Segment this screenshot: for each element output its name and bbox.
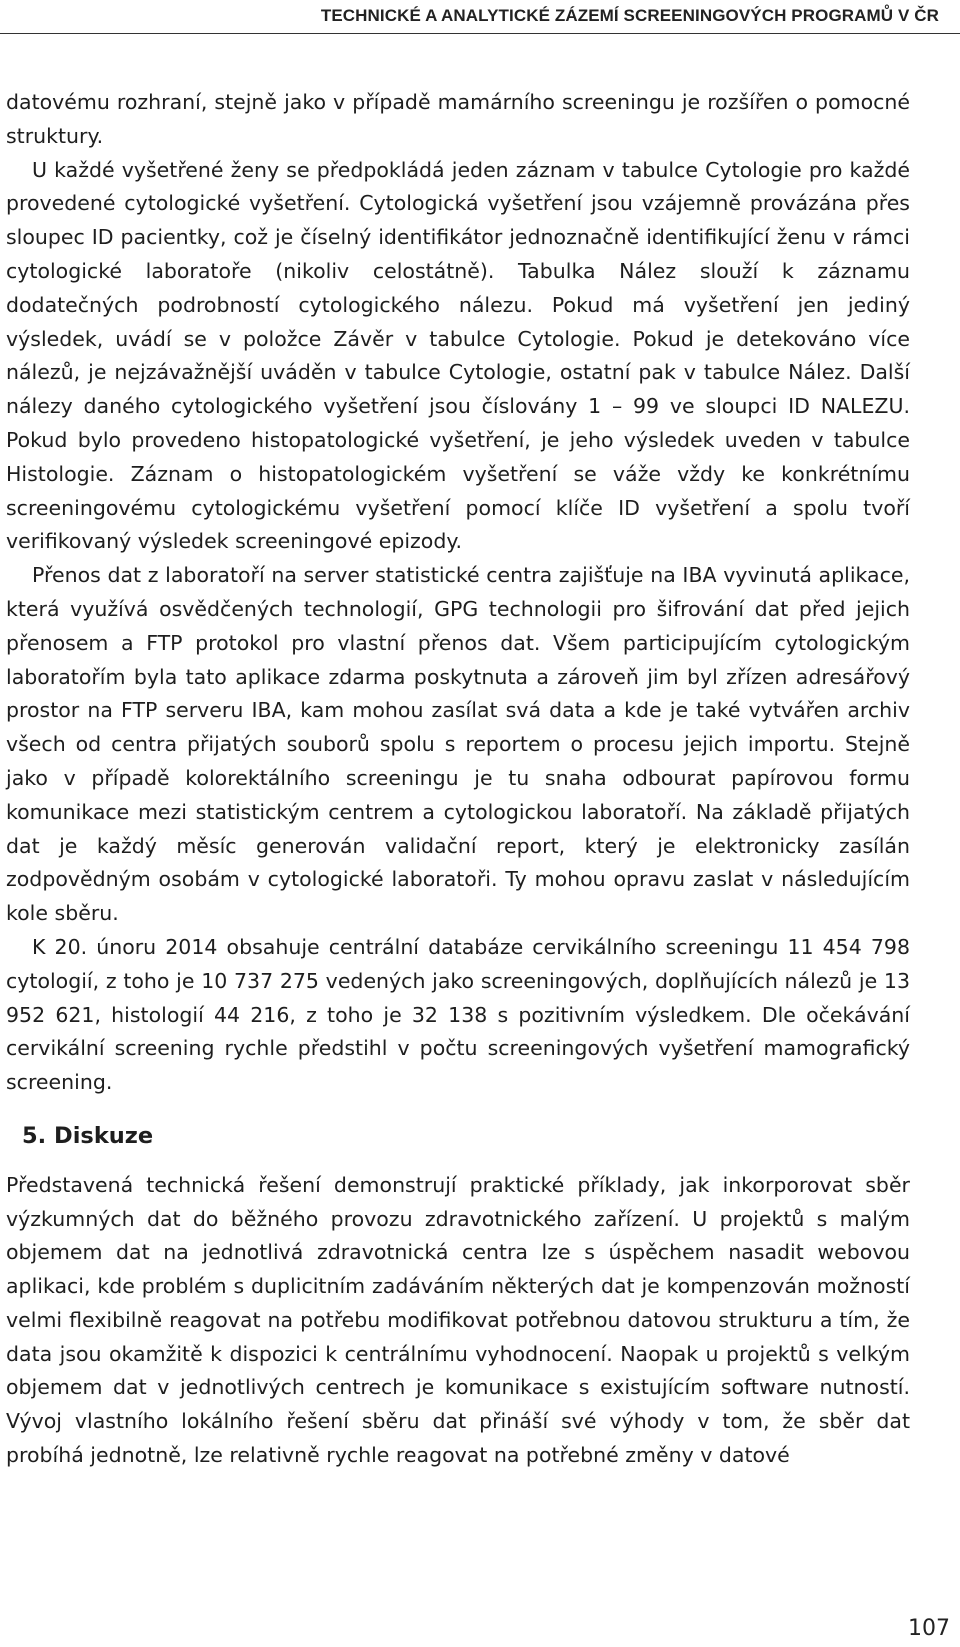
paragraph-continued: datovému rozhraní, stejně jako v případě mamárního screeningu je rozšířen o pomocné struktury. [6,90,910,148]
paragraph-diskuze: Představená technická řešení demonstrují praktické příklady, jak inkorporovat sběr výzkumných dat do běžného provozu zdravotnického zařízení. U projektů s malým objemem dat na jednotlivá zdravotnická centra lze s úspěchem nasadit webovou aplikaci, kde problém s duplicitním zadáváním některých dat je kompenzován možností velmi flexibilně reagovat na potřebu modifikovat potřebnou datovou strukturu a tím, že data jsou okamžitě k dispozici k centrálnímu vyhodnocení. Naopak u projektů s velkým objemem dat v jednotlivých centrech je komunikace s existujícím software nutností. Vývoj vlastního lokálního řešení sběru dat přináší své výhody v tom, že sběr dat probíhá jednotně, lze relativně rychle reagovat na potřebné změny v datové [6,1172,910,1468]
page-number: 107 [908,1616,950,1641]
section-heading-diskuze: 5. Diskuze [22,1122,154,1149]
page-body [6,86,910,1473]
paragraph-cytology-records: U každé vyšetřené ženy se předpokládá jeden záznam v tabulce Cytologie pro každé provedené cytologické vyšetření. Cytologická vyšetření jsou vzájemně provázána přes sloupec ID pacientky, což je číselný identifikátor jednoznačně identifikující ženu v rámci cytologické laboratoře (nikoliv celostátně). Tabulka Nález slouží k záznamu dodatečných podrobností cytologického nálezu. Pokud má vyšetření jen jediný výsledek, uvádí se v položce Závěr v tabulce Cytologie. Pokud je detekováno více nálezů, je nejzávažnější uváděn v tabulce Cytologie, ostatní pak v tabulce Nález. Další nálezy daného cytologického vyšetření jsou číslovány 1 – 99 ve sloupci ID NALEZU. Pokud bylo provedeno histopatologické vyšetření, je jeho výsledek uveden v tabulce Histologie. Záznam o histopatologickém vyšetření se váže vždy ke konkrétnímu screeningovému cytologickému vyšetření pomocí klíče ID vyšetření a spolu tvoří verifikovaný výsledek screeningové epizody. [6,157,910,554]
header-rule [0,33,960,34]
running-header: TECHNICKÉ A ANALYTICKÉ ZÁZEMÍ SCREENINGOVÝCH PROGRAMŮ V ČR [320,6,939,25]
paragraph-data-transfer: Přenos dat z laboratoří na server statistické centra zajišťuje na IBA vyvinutá aplikace, která využívá osvědčených technologií, GPG technologii pro šifrování dat před jejich přenosem a FTP protokol pro vlastní přenos dat. Všem participujícím cytologickým laboratořím byla tato aplikace zdarma poskytnuta a zároveň jim byl zřízen adresářový prostor na FTP serveru IBA, kam mohou zasílat svá data a kde je také vytvářen archiv všech od centra přijatých souborů spolu s reportem o procesu jejich importu. Stejně jako v případě kolorektálního screeningu je tu snaha odbourat papírovou formu komunikace mezi statistickým centrem a cytologickou laboratoří. Na základě přijatých dat je každý měsíc generován validační report, který je elektronicky zasílán zodpovědným osobám v cytologické laboratoři. Ty mohou opravu zaslat v následujícím kole sběru. [6,563,910,926]
paragraph-database-stats: K 20. únoru 2014 obsahuje centrální databáze cervikálního screeningu 11 454 798 cytologií, z toho je 10 737 275 vedených jako screeningových, doplňujících nálezů je 13 952 621, histologií 44 216, z toho je 32 138 s pozitivním výsledkem. Dle očekávání cervikální screening rychle předstihl v počtu screeningových vyšetření mamografický screening. [6,934,910,1095]
